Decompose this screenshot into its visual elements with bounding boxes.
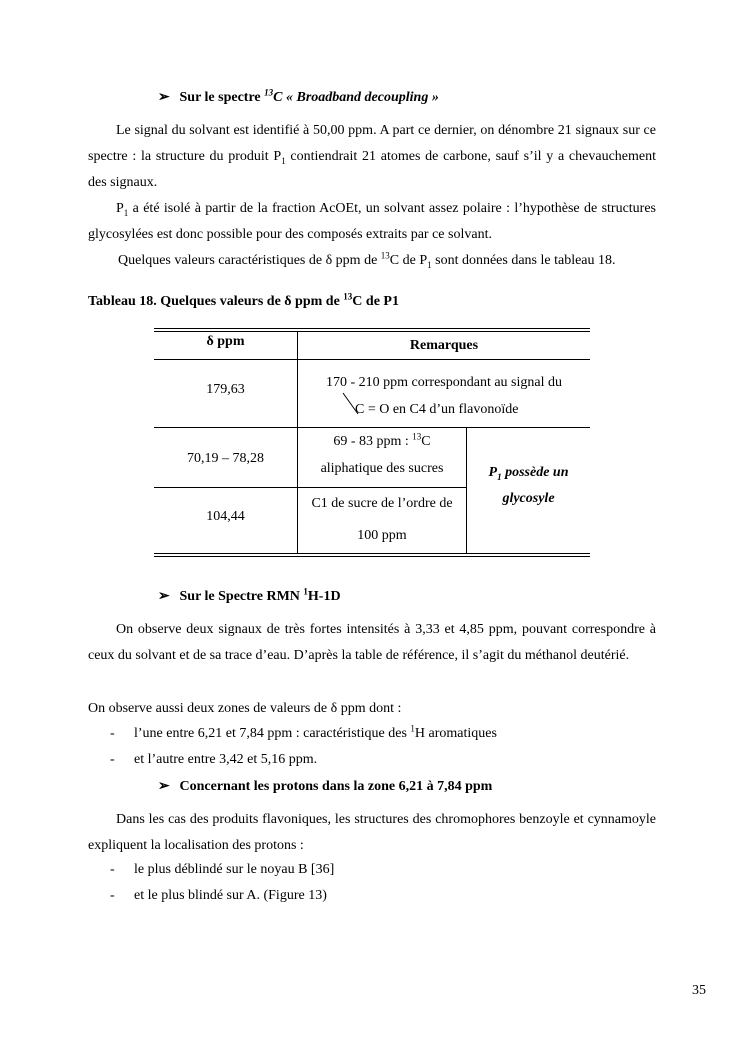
paragraph-table-intro <box>118 250 616 270</box>
para3-text1: Quelques valeurs caractéristiques de δ ppm de <box>118 253 381 268</box>
arrow-bullet-icon: ➢ <box>158 90 170 105</box>
table-header-divider <box>154 359 590 360</box>
bullet-item-aromatic <box>110 723 497 742</box>
row3-remark-line2: 100 ppm <box>357 528 407 543</box>
row3-value: 104,44 <box>206 509 245 524</box>
arrow-bullet-icon: ➢ <box>158 589 170 604</box>
row2-remark-a: 69 - 83 ppm : <box>333 434 413 449</box>
bullet-item-ring-a <box>110 888 327 904</box>
para3-text3: sont données dans le tableau 18. <box>431 253 616 268</box>
table-18 <box>154 328 590 557</box>
merged-note-p: P <box>488 465 498 480</box>
row2-remark-line2: aliphatique des sucres <box>320 461 444 476</box>
table-caption <box>88 291 399 310</box>
dash-bullet-icon: - <box>110 888 115 903</box>
header-remarques: Remarques <box>409 338 479 353</box>
table-col-divider-2 <box>466 427 467 553</box>
caption-text2: C de P1 <box>352 294 399 309</box>
para1-text: Le signal du solvant est identifié à 50,00 ppm. A part ce dernier, on dénombre 21 signaux sur ce spectre : la structure du produit P <box>88 123 656 164</box>
caption-sup: 13 <box>343 291 353 302</box>
paragraph-flavonic: Dans les cas des produits flavoniques, les structures des chromophores benzoyle et cynnamoyle expliquent la localisation des protons : <box>88 812 656 853</box>
table-bottom-border-2 <box>154 556 590 557</box>
merged-note-line2: glycosyle <box>502 491 555 506</box>
bullet3-text: le plus déblindé sur le noyau B [36] <box>134 862 335 877</box>
para2-start: P <box>116 201 124 216</box>
page-number: 35 <box>692 983 706 998</box>
section2-rest: H-1D <box>307 589 341 604</box>
para3-sub: 1 <box>427 259 432 270</box>
bullet-item-ring-b <box>110 862 334 878</box>
bullet1-b: H aromatiques <box>414 726 497 741</box>
row2-value: 70,19 – 78,28 <box>187 451 264 466</box>
section2-sup: 1 <box>303 586 308 597</box>
bullet1-sup: 1 <box>410 723 415 734</box>
header-delta-ppm: δ ppm <box>206 334 245 349</box>
row2-remark-b: C <box>421 434 431 449</box>
section3-heading-text: Concernant les protons dans la zone 6,21 à 7,84 ppm <box>179 779 493 794</box>
dash-bullet-icon: - <box>110 752 115 767</box>
table-row2-divider <box>154 487 466 488</box>
para3-text2: C de P <box>389 253 428 268</box>
table-row1-divider <box>154 427 590 428</box>
bullet1-a: l’une entre 6,21 et 7,84 ppm : caractéristique des <box>134 726 411 741</box>
para2-text: a été isolé à partir de la fraction AcOEt, un solvant assez polaire : l’hypothèse de structures glycosylées est donc possible pour des composés extraits par ce solvant. <box>88 201 656 242</box>
row2-remark-line1 <box>298 431 466 450</box>
table-top-border-2 <box>154 331 590 332</box>
section2-prefix: Sur le Spectre RMN <box>179 589 304 604</box>
bullet4-text: et le plus blindé sur A. (Figure 13) <box>134 888 327 903</box>
para3-sup: 13 <box>380 250 390 261</box>
row1-remark-line2: C = O en C4 d’un flavonoïde <box>355 402 519 417</box>
para1-text2: contiendrait 21 atomes de carbone, sauf s’il y a chevauchement des signaux. <box>88 149 656 190</box>
section-heading-protons <box>158 778 492 795</box>
arrow-bullet-icon: ➢ <box>158 779 170 794</box>
paragraph-isolation <box>88 196 656 248</box>
section-heading-13c <box>158 89 439 106</box>
heading-rest: C « Broadband decoupling » <box>273 90 439 105</box>
paragraph-zones: On observe aussi deux zones de valeurs de δ ppm dont : <box>88 701 402 716</box>
para2-sub: 1 <box>123 207 129 218</box>
merged-note-line1 <box>467 465 590 481</box>
caption-text1: Tableau 18. Quelques valeurs de δ ppm de <box>88 294 344 309</box>
merged-note-sub: 1 <box>497 471 502 482</box>
table-top-border <box>154 328 590 329</box>
heading-prefix: Sur le spectre <box>179 90 265 105</box>
dash-bullet-icon: - <box>110 726 115 741</box>
bullet-item-other-zone <box>110 752 317 768</box>
row3-remark-line1: C1 de sucre de l’ordre de <box>311 496 453 511</box>
paragraph-solvent-signal <box>88 118 656 196</box>
table-bottom-border <box>154 553 590 554</box>
row1-value: 179,63 <box>206 382 245 397</box>
merged-note-text: possède un <box>501 465 569 480</box>
dash-bullet-icon: - <box>110 862 115 877</box>
paragraph-signals: On observe deux signaux de très fortes intensités à 3,33 et 4,85 ppm, pouvant correspondre à ceux du solvant et de sa trace d’eau. D’après la table de référence, il s’agit du méthanol deutérié. <box>88 622 656 663</box>
section-heading-rmn-1h <box>158 588 341 605</box>
para1-sub: 1 <box>281 155 286 166</box>
bullet2-text: et l’autre entre 3,42 et 5,16 ppm. <box>134 752 318 767</box>
heading-sup: 13 <box>264 87 274 98</box>
row2-remark-sup: 13 <box>412 431 422 442</box>
row1-remark-line1: 170 - 210 ppm correspondant au signal du <box>325 375 562 390</box>
